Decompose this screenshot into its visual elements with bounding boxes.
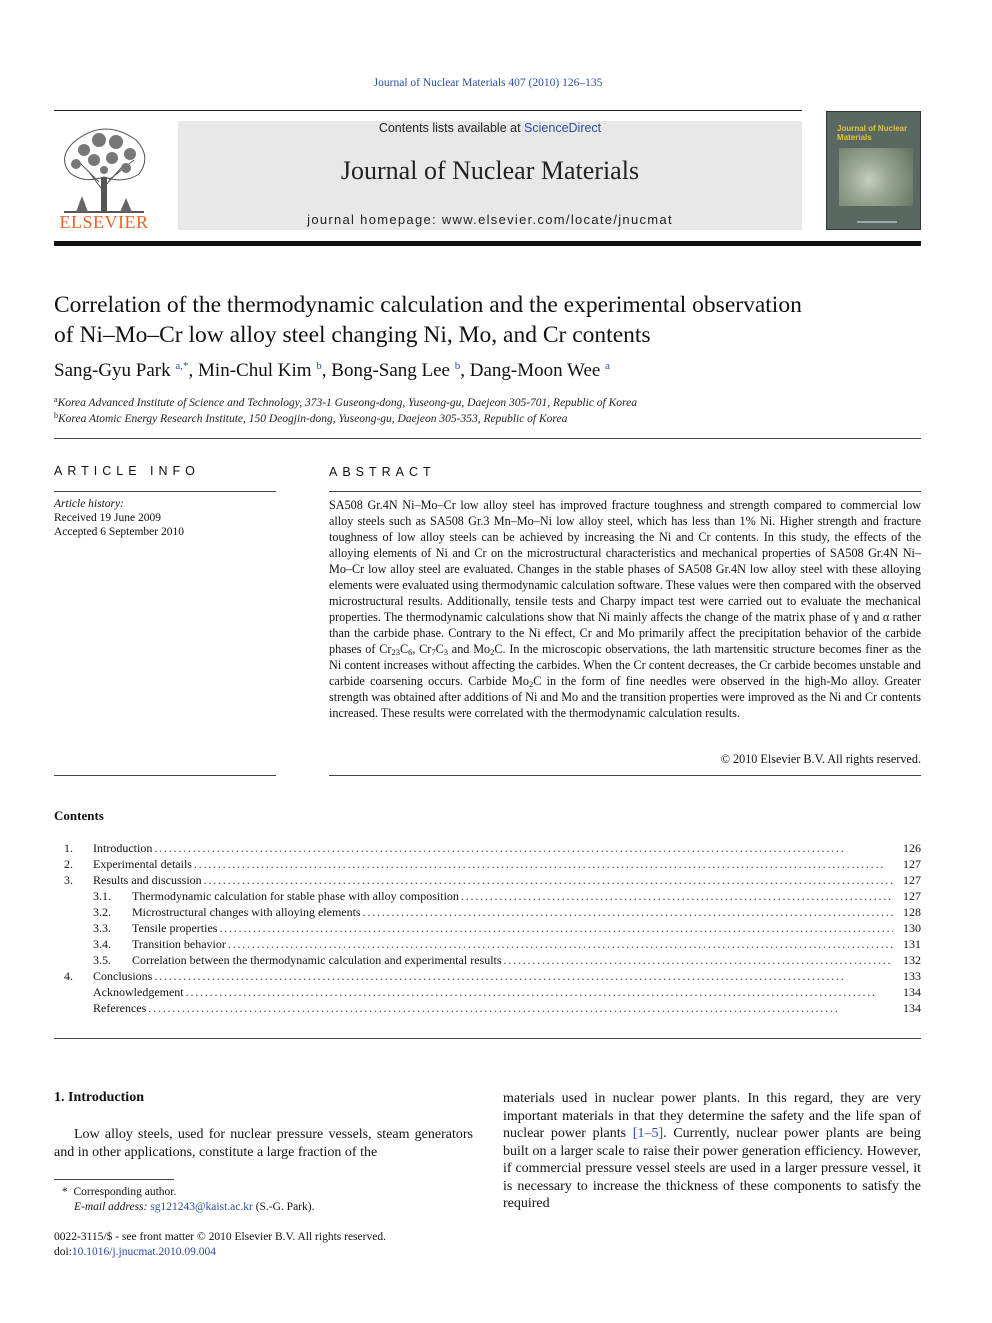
abstract-end-rule — [329, 775, 921, 776]
author-email-link[interactable]: sg121243@kaist.ac.kr — [150, 1201, 253, 1213]
toc-leader-dots — [228, 936, 893, 952]
toc-entry-number: 3.4. — [93, 937, 111, 951]
toc-leader-dots — [504, 952, 893, 968]
contents-available-line: Contents lists available at ScienceDirect — [378, 121, 602, 135]
journal-homepage[interactable]: journal homepage: www.elsevier.com/locate/jnucmat — [307, 212, 673, 227]
header-rule — [54, 110, 802, 111]
toc-entry[interactable] — [54, 904, 921, 920]
intro-paragraph-right: materials used in nuclear power plants. In this regard, they are very important materials in that they determine the safety and the life span of nuclear power plants [1–5]. Currently, nuclear power plants are being built on a larger scale to raise their power generation efficiency. However, if commercial pressure vessel steels are used in a larger pressure vessel, it is necessary to increase the thickness of these components to satisfy the required — [503, 1091, 922, 1211]
sciencedirect-link[interactable]: ScienceDirect — [524, 121, 602, 135]
toc-entry-number: 1. — [64, 841, 73, 855]
article-info-end-rule — [54, 775, 276, 776]
journal-title: Journal of Nuclear Materials — [340, 156, 640, 185]
toc-entry-page: 130 — [903, 921, 921, 935]
toc-entry[interactable] — [54, 856, 921, 872]
author: Min-Chul Kim $^b$, — [198, 360, 327, 381]
contents-end-rule — [54, 1038, 921, 1039]
section-divider — [54, 438, 921, 439]
reference-link[interactable]: [1–5] — [632, 1126, 664, 1141]
toc-entry[interactable] — [54, 1000, 921, 1016]
toc-entry[interactable] — [54, 968, 921, 984]
toc-entry-page: 127 — [903, 873, 921, 887]
toc-entry[interactable] — [54, 920, 921, 936]
toc-entry[interactable] — [54, 936, 921, 952]
toc-entry-title: Introduction — [93, 841, 153, 855]
toc-entry-title: Correlation between the thermodynamic calculation and experimental results — [132, 953, 502, 967]
publisher-wordmark: ELSEVIER — [59, 212, 149, 232]
cover-footer-mark — [857, 221, 897, 223]
toc-entry-page: 133 — [903, 969, 921, 983]
toc-entry-title: Microstructural changes with alloying elements — [132, 905, 361, 919]
toc-entry-title: Tensile properties — [132, 921, 218, 935]
toc-leader-dots — [148, 1000, 893, 1016]
abstract-heading: ABSTRACT — [329, 465, 436, 479]
toc-entry-number: 3.2. — [93, 905, 111, 919]
journal-cover-thumbnail — [826, 111, 921, 230]
toc-entry-page: 126 — [903, 841, 921, 855]
abstract-copyright: © 2010 Elsevier B.V. All rights reserved. — [720, 752, 921, 766]
intro-paragraph-left: Low alloy steels, used for nuclear pressure vessels, steam generators and in other applications, constitute a large fraction of the — [54, 1127, 473, 1160]
table-of-contents — [54, 840, 921, 1016]
toc-leader-dots — [154, 968, 893, 984]
toc-leader-dots — [194, 856, 893, 872]
affiliation: $^b$Korea Atomic Energy Research Institute, 150 Deogjin-dong, Yuseong-gu, Daejeon 305-353, Republic of Korea — [54, 411, 568, 425]
author: Bong-Sang Lee $^b$, — [331, 360, 465, 381]
toc-entry-title: Experimental details — [93, 857, 192, 871]
email-note: E-mail address: sg121243@kaist.ac.kr (S.-G. Park). — [74, 1201, 315, 1213]
doi-link[interactable]: 10.1016/j.jnucmat.2010.09.004 — [71, 1246, 216, 1258]
toc-entry-page: 134 — [903, 1001, 921, 1015]
article-info-heading: ARTICLE INFO — [54, 464, 200, 478]
toc-entry-page: 128 — [903, 905, 921, 919]
toc-leader-dots — [204, 872, 893, 888]
toc-entry-number: 2. — [64, 857, 73, 871]
toc-entry[interactable] — [54, 952, 921, 968]
doi-line: doi:10.1016/j.jnucmat.2010.09.004 — [54, 1246, 216, 1258]
toc-entry-number: 3.1. — [93, 889, 111, 903]
abstract-rule — [329, 491, 921, 492]
toc-entry-title: Results and discussion — [93, 873, 202, 887]
abstract-text: SA508 Gr.4N Ni–Mo–Cr low alloy steel has improved fracture toughness and strength compared to commercial low alloy steels such as SA508 Gr.3 Mn–Mo–Ni low alloy steel, which has less than 1% Ni. Higher strength and fracture toughness of low alloy steels can be achieved by increasing the Ni and Cr contents. In this study, the effects of the alloying elements of Ni and Cr on the microstructural characteristics and mechanical properties of SA508 Gr.4N Ni–Mo–Cr low alloy steel are evaluated. Changes in the stable phases of SA508 Gr.4N low alloy steel with these alloying elements were evaluated using thermodynamic calculation software. These values were then compared with the observed microstructural results. Additionally, tensile tests and Charpy impact test were carried out to evaluate the mechanical properties. The thermodynamic calculations show that Ni mainly affects the change of the matrix phase of γ and α rather than the carbide phase. Contrary to the Ni effect, Cr and Mo primarily affect the precipitation behavior of the carbide phases of $Cr_{23}C_6$, $Cr_7C_3$ and $Mo_2C$. In the microscopic observations, the lath martensitic structure becomes finer as the Ni content increases without affecting the carbides. When the Cr content decreases, the Cr carbide becomes unstable and carbide coarsening occurs. Carbide $Mo_2C$ in the form of fine needles were observed in the high-Mo alloy. Greater strength was obtained after additions of Ni and Mo and the transition properties were improved as the Ni and Cr contents increased. These results were correlated with the thermodynamic calculation results. — [329, 498, 921, 720]
toc-leader-dots — [363, 904, 893, 920]
toc-entry[interactable] — [54, 888, 921, 904]
cover-image — [839, 148, 913, 206]
toc-entry-title: Acknowledgement — [93, 985, 184, 999]
article-history: Article history: Received 19 June 2009 Accepted 6 September 2010 — [54, 498, 184, 538]
toc-entry-title: Transition behavior — [132, 937, 226, 951]
toc-entry-page: 131 — [903, 937, 921, 951]
footnote-rule — [54, 1179, 174, 1180]
author-list — [54, 360, 934, 382]
toc-entry-number: 3.3. — [93, 921, 111, 935]
toc-entry-title: Thermodynamic calculation for stable phase with alloy composition — [132, 889, 459, 903]
toc-leader-dots — [154, 840, 893, 856]
toc-entry-page: 132 — [903, 953, 921, 967]
contents-heading: Contents — [54, 808, 104, 823]
author: Sang-Gyu Park $^{a,*}$, — [54, 360, 194, 381]
toc-entry-title: References — [93, 1001, 147, 1015]
journal-citation[interactable]: Journal of Nuclear Materials 407 (2010) 126–135 — [373, 77, 603, 89]
toc-entry-page: 127 — [903, 889, 921, 903]
corresponding-author-note: * Corresponding author. — [62, 1186, 177, 1198]
affiliation: $^a$Korea Advanced Institute of Science and Technology, 373-1 Guseong-dong, Yuseong-gu, Daejeon 305-701, Republic of Korea — [54, 395, 637, 409]
cover-title: Journal of Nuclear Materials — [837, 124, 908, 142]
toc-entry-page: 134 — [903, 985, 921, 999]
toc-entry-number: 4. — [64, 969, 73, 983]
toc-entry-number: 3. — [64, 873, 73, 887]
toc-entry-page: 127 — [903, 857, 921, 871]
introduction-heading: 1. Introduction — [54, 1090, 144, 1105]
toc-entry[interactable] — [54, 840, 921, 856]
toc-entry[interactable] — [54, 872, 921, 888]
issn-line: 0022-3115/$ - see front matter © 2010 Elsevier B.V. All rights reserved. — [54, 1231, 386, 1243]
toc-entry-title: Conclusions — [93, 969, 153, 983]
toc-leader-dots — [461, 888, 893, 904]
toc-leader-dots — [219, 920, 893, 936]
article-info-rule — [54, 491, 276, 492]
header-thick-rule — [54, 241, 921, 246]
toc-entry[interactable] — [54, 984, 921, 1000]
toc-entry-number: 3.5. — [93, 953, 111, 967]
toc-leader-dots — [186, 984, 893, 1000]
author: Dang-Moon Wee $^a$ — [469, 360, 610, 381]
article-title: Correlation of the thermodynamic calculation and the experimental observation of Ni–Mo–Cr low alloy steel changing Ni, Mo, and Cr contents — [54, 292, 802, 348]
